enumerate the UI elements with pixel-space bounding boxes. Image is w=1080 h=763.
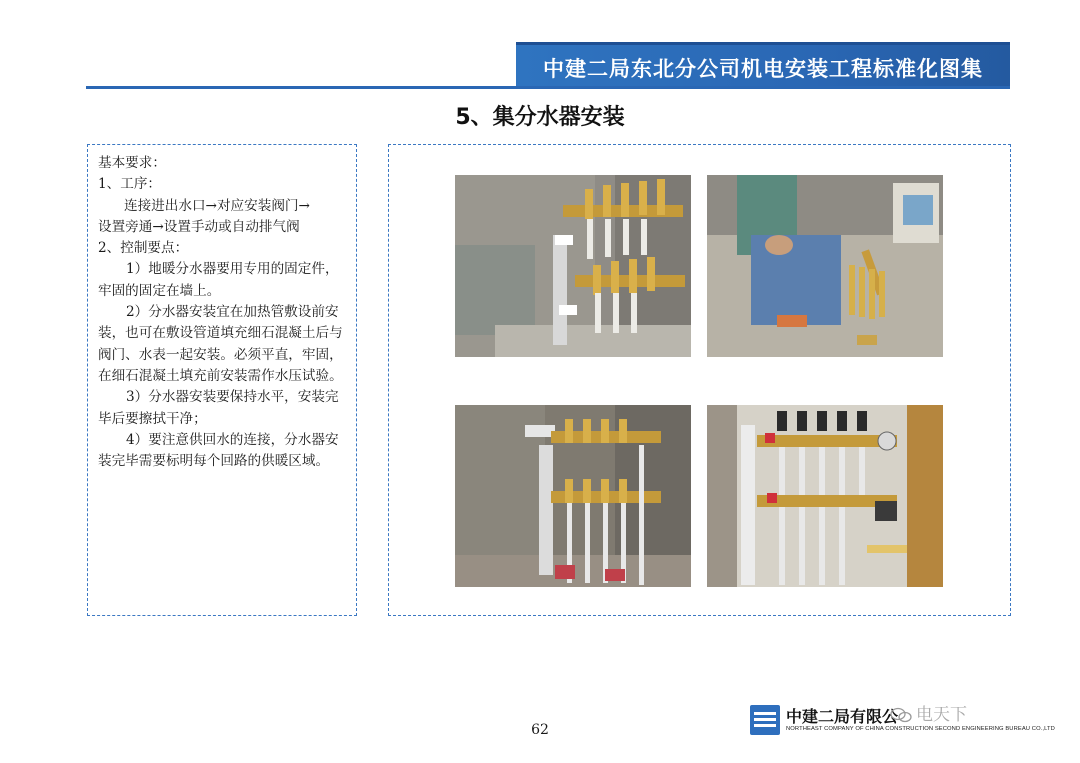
step-heading: 1、工序： bbox=[98, 176, 162, 193]
worker-assembling-manifold-photo bbox=[707, 175, 943, 357]
control-point-2: 2）分水器安装宜在加热管敷设前安装，也可在敷设管道填充细石混凝土后与阀门、水表一起安装。必须平直，牢固，在细石混凝土填充前安装需作水压试验。 bbox=[98, 304, 343, 384]
requirements-box bbox=[87, 144, 357, 616]
company-name-cn: 中建二局有限公 bbox=[786, 707, 899, 726]
requirements-heading: 基本要求： bbox=[98, 155, 166, 171]
wechat-icon bbox=[890, 707, 912, 723]
cscec-logo-icon bbox=[750, 705, 780, 735]
photo-box bbox=[388, 144, 1011, 616]
manifold-with-pipes-photo bbox=[455, 405, 691, 587]
manifold-with-pump-photo bbox=[707, 405, 943, 587]
company-name-en: NORTHEAST COMPANY OF CHINA CONSTRUCTION SECOND ENGINEERING BUREAU CO.,LTD bbox=[786, 726, 1055, 732]
page-number: 62 bbox=[531, 722, 549, 738]
control-point-3: 3）分水器安装要保持水平，安装完毕后要擦拭干净； bbox=[98, 389, 339, 427]
step-line-1: 连接进出水口→对应安装阀门→ bbox=[124, 197, 310, 214]
section-title: 5、集分水器安装 bbox=[455, 105, 625, 130]
header-rule bbox=[86, 86, 1010, 89]
control-heading: 2、控制要点： bbox=[98, 240, 189, 257]
header-banner bbox=[516, 42, 1010, 86]
control-point-4: 4）要注意供回水的连接，分水器安装完毕需要标明每个回路的供暖区域。 bbox=[98, 431, 339, 470]
step-line-2: 设置旁通→设置手动或自动排气阀 bbox=[98, 218, 300, 235]
watermark-text: 电天下 bbox=[916, 705, 967, 725]
watermark bbox=[890, 700, 1050, 730]
control-point-1: 1）地暖分水器要用专用的固定件，牢固的固定在墙上。 bbox=[98, 261, 339, 299]
manifold-on-wall-photo bbox=[455, 175, 691, 357]
banner-title: 中建二局东北分公司机电安装工程标准化图集 bbox=[543, 57, 983, 81]
